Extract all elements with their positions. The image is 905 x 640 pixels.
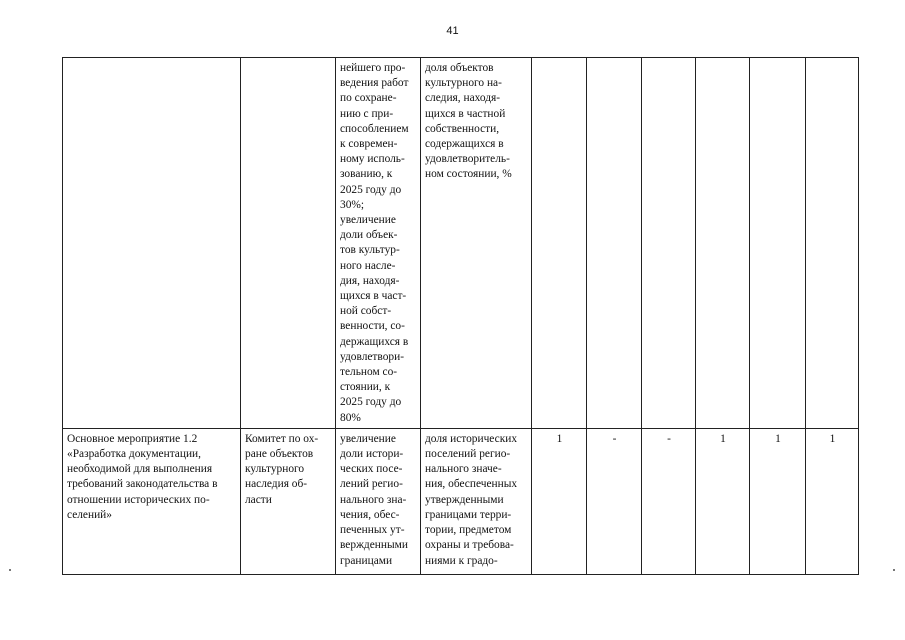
value-cell	[532, 58, 587, 429]
indicator-cell: доля объектов культурного на- следия, находя- щихся в частной собственности, содержащихся в удовлетворитель- ном состоянии, %	[421, 58, 532, 429]
value-cell	[642, 58, 696, 429]
value-cell: 1	[806, 428, 859, 574]
result-cell: увеличение доли истори- ческих посе- лений регио- нального зна- чения, обес- печенных ут- вержденными границами	[336, 428, 421, 574]
value-cell	[750, 58, 806, 429]
result-cell: нейшего про- ведения работ по сохране- нию с при- способлением к современ- ному исполь- зованию, к 2025 году до 30%; увеличение доли объек- тов культур- ного насле- дия, находя- щихся в част- ной собст- венности, со- держащихся в удовлетвори- тельном со- стоянии, к 2025 году до 80%	[336, 58, 421, 429]
program-table	[62, 57, 859, 575]
value-cell: -	[587, 428, 642, 574]
measure-cell	[63, 58, 241, 429]
value-cell	[696, 58, 750, 429]
value-cell: 1	[750, 428, 806, 574]
table-row	[63, 58, 859, 429]
measure-cell: Основное мероприятие 1.2 «Разработка документации, необходимой для выполнения требований законодательства в отношении исторических по- селений»	[63, 428, 241, 574]
page-number: 41	[446, 25, 459, 37]
executor-cell: Комитет по ох- ране объектов культурного наследия об- ласти	[241, 428, 336, 574]
scan-speck-left	[9, 569, 11, 571]
value-cell	[806, 58, 859, 429]
executor-cell	[241, 58, 336, 429]
table-row	[63, 428, 859, 574]
value-cell: 1	[696, 428, 750, 574]
value-cell: -	[642, 428, 696, 574]
value-cell: 1	[532, 428, 587, 574]
value-cell	[587, 58, 642, 429]
indicator-cell: доля исторических поселений регио- нального значе- ния, обеспеченных утвержденными границами терри- тории, предметом охраны и требова- ниями к градо-	[421, 428, 532, 574]
scan-speck-right	[893, 569, 895, 571]
